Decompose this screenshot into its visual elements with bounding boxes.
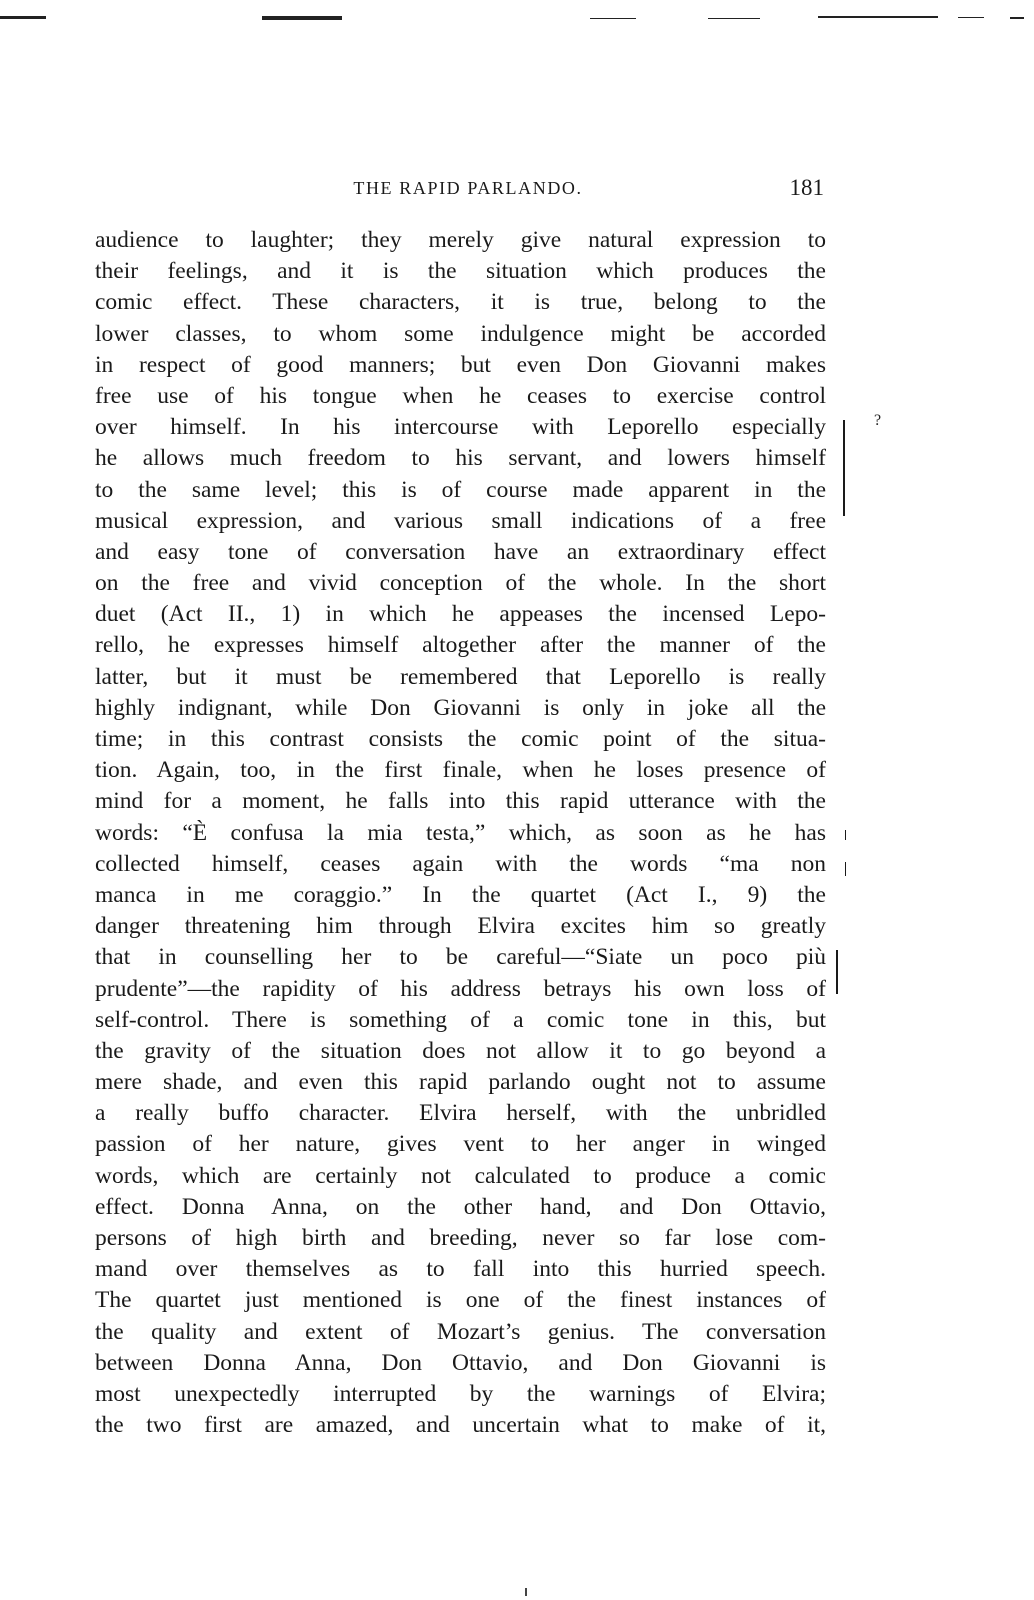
text-line: on the free and vivid conception of the whole. In the short [95,570,826,597]
page-number: 181 [789,175,824,200]
running-head: THE RAPID PARLANDO. [353,178,583,198]
page-header [96,172,824,204]
text-line: most unexpectedly interrupted by the warnings of Elvira; [95,1380,826,1407]
text-line: highly indignant, while Don Giovanni is only in joke all the [95,694,826,721]
text-line: over himself. In his intercourse with Leporello especially [95,414,826,441]
text-line: duet (Act II., 1) in which he appeases the incensed Lepo- [95,601,826,628]
text-line: tion. Again, too, in the first finale, when he loses presence of [95,757,826,784]
text-line: comic effect. These characters, it is true, belong to the [95,289,826,316]
text-line: time; in this contrast consists the comic point of the situa- [95,726,826,752]
text-line: in respect of good manners; but even Don Giovanni makes [95,351,826,378]
margin-line-mark [845,862,846,876]
text-line: effect. Donna Anna, on the other hand, and Don Ottavio, [95,1193,826,1220]
body-text [95,225,826,1441]
text-line: free use of his tongue when he ceases to exercise control [95,382,826,409]
text-line: audience to laughter; they merely give natural expression to [95,227,826,253]
text-line: musical expression, and various small indications of a free [95,507,826,534]
text-line: words, which are certainly not calculated to produce a comic [95,1162,826,1189]
text-line: the gravity of the situation does not allow it to go beyond a [95,1037,826,1064]
text-line: collected himself, ceases again with the words “ma non [95,850,826,877]
text-line: between Donna Anna, Don Ottavio, and Don Giovanni is [95,1349,826,1376]
text-line: the two first are amazed, and uncertain what to make of it, [95,1412,826,1439]
text-line: The quartet just mentioned is one of the finest instances of [95,1287,826,1314]
margin-annotation: ? [874,412,882,429]
text-line: prudente”—the rapidity of his address betrays his own loss of [95,975,826,1002]
text-line: a really buffo character. Elvira herself, with the unbridled [95,1100,826,1127]
text-line: passion of her nature, gives vent to her anger in winged [95,1131,826,1158]
text-line: danger threatening him through Elvira excites him so greatly [95,913,826,940]
text-line: mand over themselves as to fall into this hurried speech. [95,1256,826,1283]
text-line: the quality and extent of Mozart’s genius. The conversation [95,1318,826,1345]
margin-line-mark [845,830,846,840]
scan-dot [525,1588,527,1596]
text-line: mere shade, and even this rapid parlando ought not to assume [95,1069,826,1096]
text-line: he allows much freedom to his servant, and lowers himself [95,445,826,472]
text-line: lower classes, to whom some indulgence might be accorded [95,320,826,347]
text-line: their feelings, and it is the situation which produces the [95,258,826,285]
text-line: to the same level; this is of course made apparent in the [95,476,826,503]
text-line: that in counselling her to be careful—“Siate un poco più [95,944,826,971]
margin-line-mark [836,950,838,994]
text-line: manca in me coraggio.” In the quartet (Act I., 9) the [95,881,826,908]
text-line: latter, but it must be remembered that Leporello is really [95,663,826,690]
margin-line-mark [843,420,845,516]
text-line: mind for a moment, he falls into this rapid utterance with the [95,788,826,815]
text-line: rello, he expresses himself altogether after the manner of the [95,632,826,659]
text-line: and easy tone of conversation have an extraordinary effect [95,538,826,565]
scan-edge-marks [0,12,1034,24]
text-line: persons of high birth and breeding, never so far lose com- [95,1225,826,1251]
text-line: self-control. There is something of a comic tone in this, but [95,1006,826,1033]
text-line: words: “È confusa la mia testa,” which, as soon as he has [95,819,826,846]
